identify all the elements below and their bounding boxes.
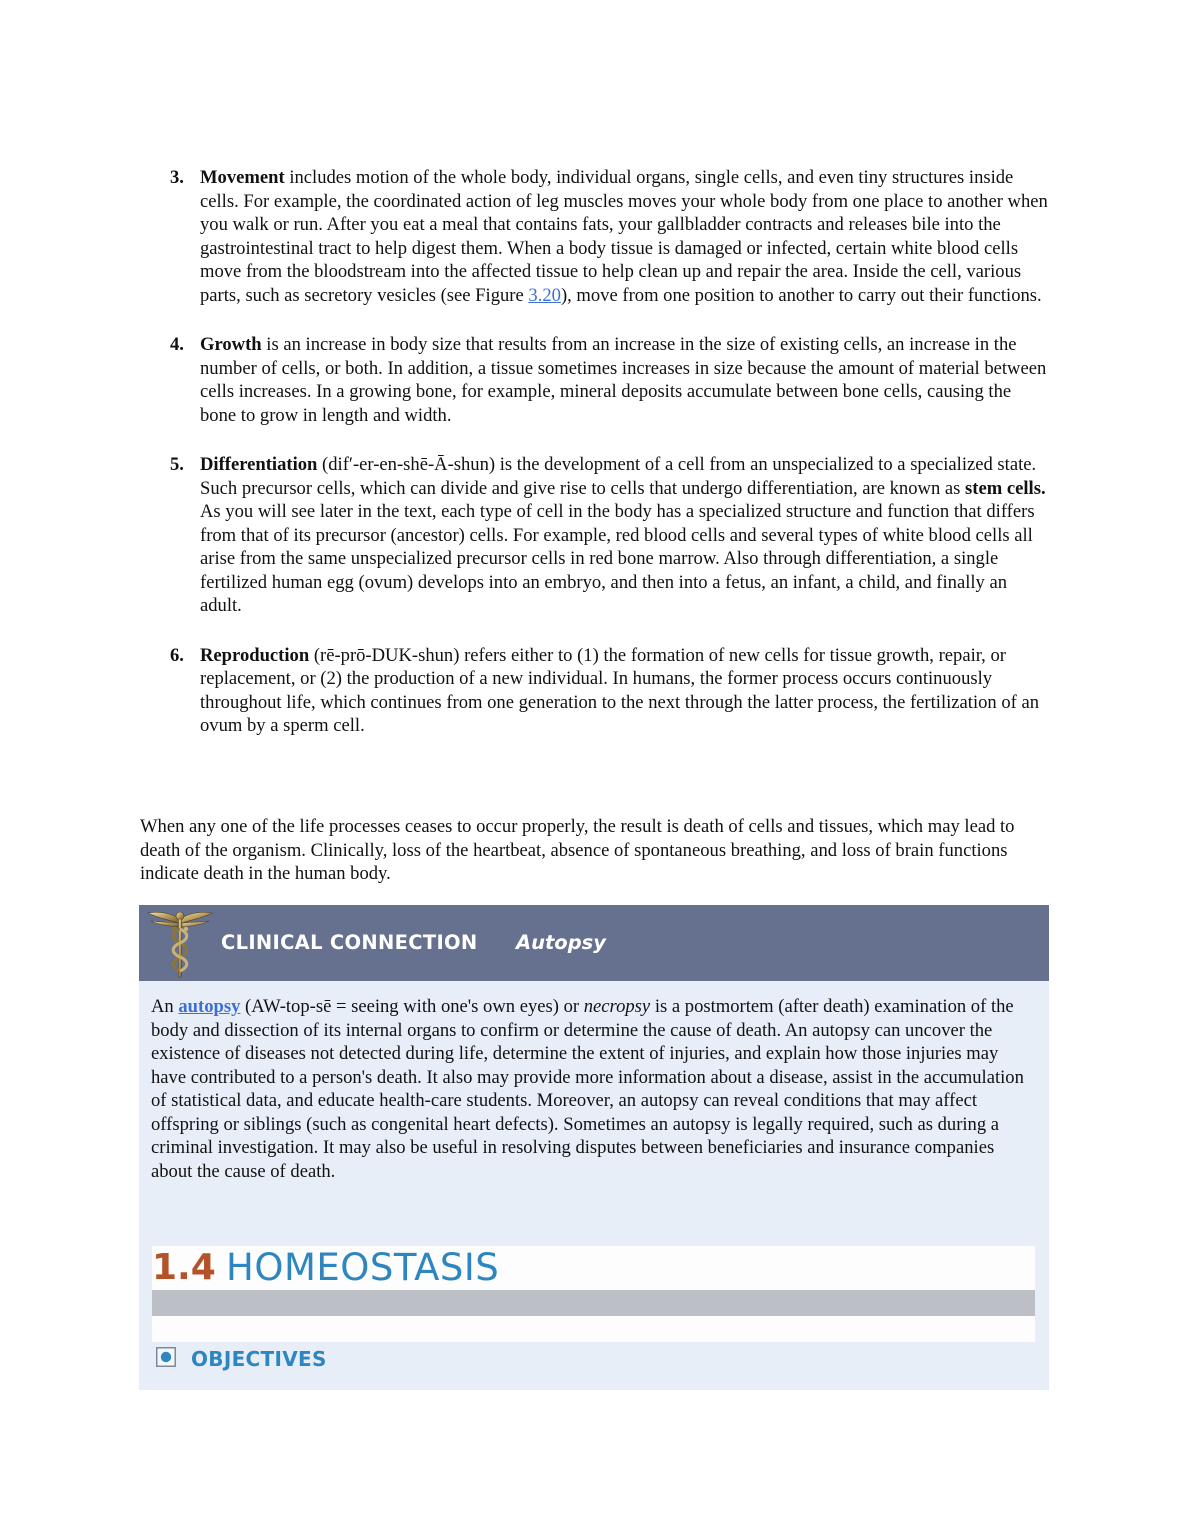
- item-text-end: ), move from one position to another to carry out their functions.: [560, 284, 1042, 306]
- necropsy-term: necropsy: [583, 996, 651, 1017]
- autopsy-link[interactable]: autopsy: [178, 996, 241, 1017]
- section-title: HOMEOSTASIS: [226, 1246, 500, 1289]
- list-number: 5.: [170, 454, 184, 475]
- caduceus-icon: [145, 907, 215, 979]
- clinical-intro: An: [151, 996, 179, 1017]
- list-item: [140, 333, 1050, 427]
- item-text-end: As you will see later in the text, each type of cell in the body has a specialized structure and function that differs from that of its precursor (ancestor) cells. For example, red blood cells and several types of white blood cells all arise from the same unspecialized precursor cells in red bone marrow. Also through differentiation, a single fertilized human egg (ovum) develops into an embryo, and then into a fetus, an infant, a child, and finally an adult.: [200, 501, 1035, 616]
- clinical-text: [151, 995, 1037, 1183]
- term-stem-cells: stem cells.: [965, 477, 1046, 499]
- item-text: (rē-prō-DUK-shun) refers either to (1) the formation of new cells for tissue growth, repair, or replacement, or (2) the production of a new individual. In humans, the former process occurs continuously throughout life, which continues from one generation to the next through the latter process, the fertilization of an ovum by a sperm cell.: [200, 644, 1040, 736]
- list-item: [140, 644, 1050, 738]
- figure-link[interactable]: 3.20: [528, 284, 561, 306]
- term-reproduction: Reproduction: [200, 644, 310, 666]
- list-number: 4.: [170, 334, 184, 355]
- item-text: (dif′-er-en-shē-Ā-shun) is the development of a cell from an unspecialized to a specialized state. Such precursor cells, which can divide and give rise to cells that undergo differentiation, are known as: [200, 454, 1037, 499]
- list-number: 3.: [170, 167, 184, 188]
- body-paragraph: When any one of the life processes ceases to occur properly, the result is death of cells and tissues, which may lead to death of the organism. Clinically, loss of the heartbeat, absence of spontaneous breathing, and loss of brain functions indicate death in the human body.: [140, 816, 1015, 884]
- list-number: 6.: [170, 644, 184, 666]
- section-spacer: [152, 1316, 1035, 1342]
- section-number: 1.4: [152, 1247, 216, 1288]
- life-processes-list: [140, 166, 1050, 764]
- term-growth: Growth: [200, 334, 262, 355]
- term-differentiation: Differentiation: [200, 454, 318, 475]
- list-item: [140, 453, 1050, 618]
- item-text: includes motion of the whole body, individual organs, single cells, and even tiny structures inside cells. For example, the coordinated action of leg muscles moves your whole body from one place to another when you walk or run. After you eat a meal that contains fats, your gallbladder contracts and releases bile into the gastrointestinal tract to help digest them. When a body tissue is damaged or infected, certain white blood cells move from the bloodstream into the affected tissue to help clean up and repair the area. Inside the cell, various parts, such as secretory vesicles (see Figure: [200, 167, 1048, 306]
- clinical-topic: Autopsy: [516, 931, 606, 954]
- clinical-connection-label: CLINICAL CONNECTION: [221, 931, 478, 954]
- list-item: [140, 166, 1050, 307]
- section-divider: [152, 1290, 1035, 1316]
- clinical-text-part: is a postmortem (after death) examination of the body and dissection of its internal organs to confirm or determine the cause of death. An autopsy can uncover the existence of diseases not detected during life, determine the extent of injuries, and explain how those injuries may have contributed to a person's death. It also may provide more information about a disease, assist in the accumulation of statistical data, and educate health-care students. Moreover, an autopsy can reveal conditions that may affect offspring or siblings (such as congenital heart defects). Sometimes an autopsy is legally required, such as during a criminal investigation. It may also be useful in resolving disputes between beneficiaries and insurance companies about the cause of death.: [151, 996, 1024, 1182]
- clinical-connection-header: [139, 905, 1049, 981]
- bullet-box-icon: [156, 1347, 176, 1367]
- objectives-label: OBJECTIVES: [191, 1347, 327, 1371]
- item-text: is an increase in body size that results from an increase in the size of existing cells, an increase in the number of cells, or both. In addition, a tissue sometimes increases in size because the amount of material between cells increases. In a growing bone, for example, mineral deposits accumulate between bone cells, causing the bone to grow in length and width.: [200, 334, 1047, 426]
- clinical-text-part: (AW-top-sē = seeing with one's own eyes) or: [240, 996, 584, 1017]
- term-movement: Movement: [200, 167, 285, 188]
